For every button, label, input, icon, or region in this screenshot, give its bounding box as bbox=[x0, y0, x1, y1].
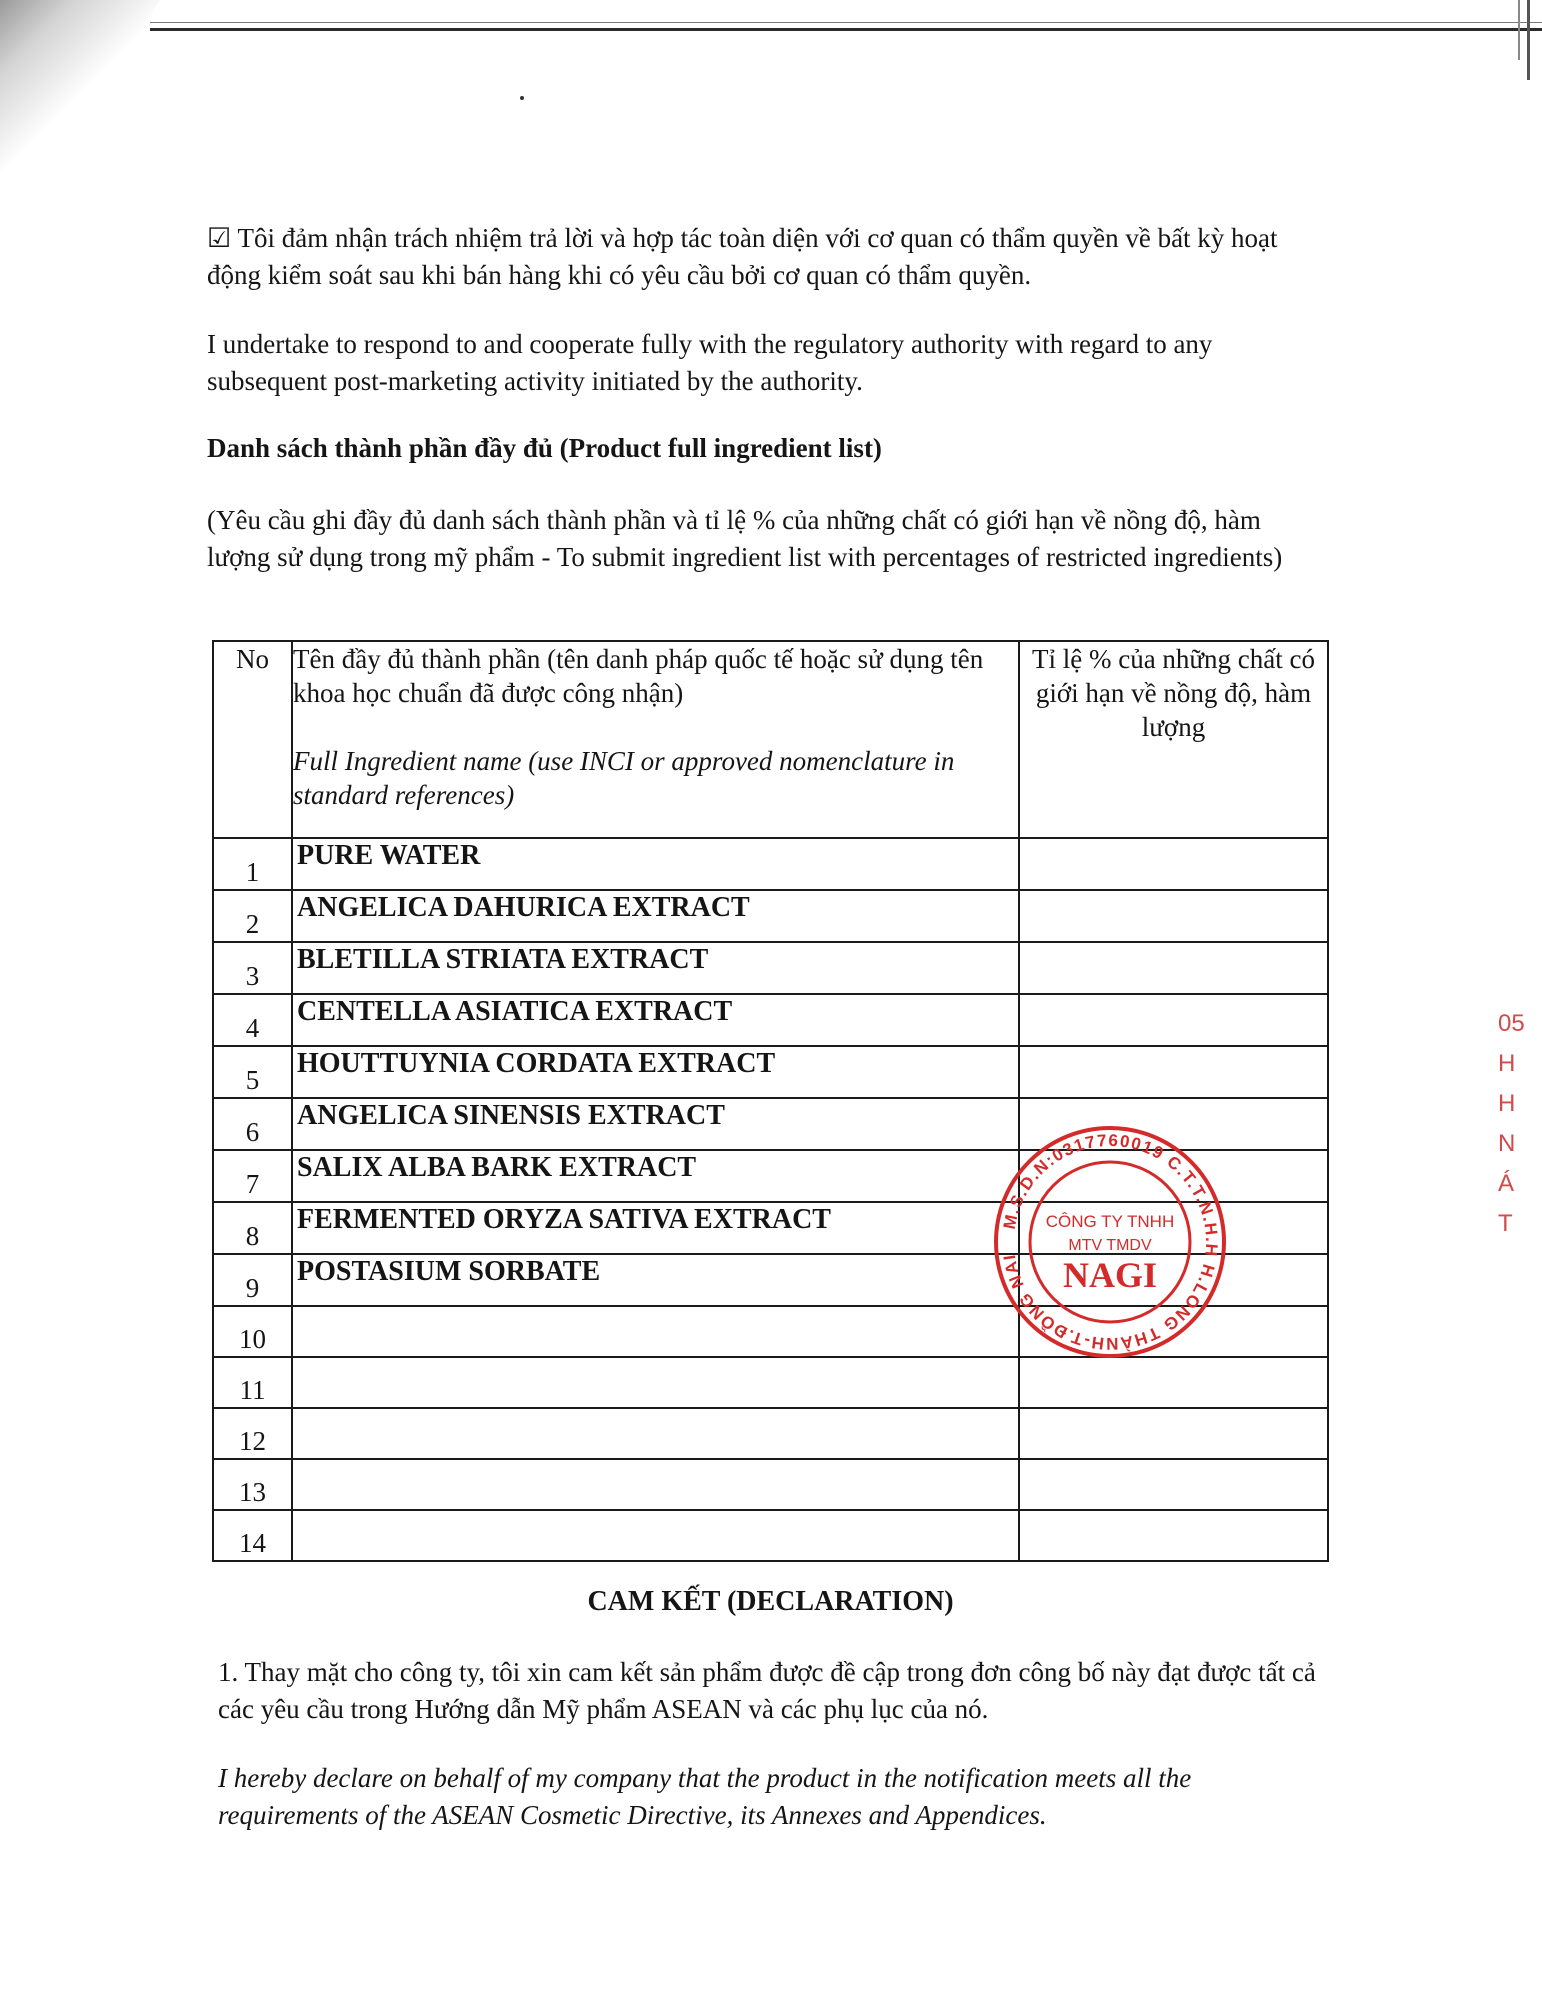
column-header-no: No bbox=[213, 641, 292, 838]
table-header-row bbox=[213, 641, 1328, 838]
company-seal-stamp bbox=[990, 1122, 1230, 1362]
row-number: 5 bbox=[213, 1046, 292, 1098]
ingredient-percent bbox=[1019, 1510, 1328, 1561]
seal-brand: NAGI bbox=[1062, 1255, 1158, 1295]
page-edge-line bbox=[1527, 0, 1530, 80]
ingredient-percent bbox=[1019, 1357, 1328, 1408]
ingredient-name: POSTASIUM SORBATE bbox=[292, 1254, 1019, 1306]
ingredient-percent bbox=[1019, 1046, 1328, 1098]
side-mark: T bbox=[1498, 1210, 1513, 1237]
row-number: 13 bbox=[213, 1459, 292, 1510]
ingredient-name: PURE WATER bbox=[292, 838, 1019, 890]
scan-speck bbox=[520, 96, 524, 100]
table-row bbox=[213, 1510, 1328, 1561]
page-edge-line bbox=[1518, 0, 1520, 60]
table-row bbox=[213, 994, 1328, 1046]
ingredients-note: (Yêu cầu ghi đầy đủ danh sách thành phần và tỉ lệ % của những chất có giới hạn về nồng độ, hàm lượng sử dụng trong mỹ phẩm - To submit ingredient list with percentages of restricted ingredients) bbox=[207, 505, 1283, 572]
row-number: 3 bbox=[213, 942, 292, 994]
ingredient-percent bbox=[1019, 838, 1328, 890]
ingredient-name bbox=[292, 1459, 1019, 1510]
commitment-paragraph-en: I undertake to respond to and cooperate fully with the regulatory authority with regard to any subsequent post-marketing activity initiated by the authority. bbox=[207, 329, 1213, 396]
row-number: 2 bbox=[213, 890, 292, 942]
page-edge-line bbox=[150, 22, 1542, 23]
checked-checkbox-icon: ☑ bbox=[207, 223, 232, 253]
ingredient-name: HOUTTUYNIA CORDATA EXTRACT bbox=[292, 1046, 1019, 1098]
commitment-text-vi: Tôi đảm nhận trách nhiệm trả lời và hợp tác toàn diện với cơ quan có thẩm quyền về bất kỳ hoạt động kiểm soát sau khi bán hàng khi có yêu cầu bởi cơ quan có thẩm quyền. bbox=[207, 223, 1278, 290]
declaration-item-vi: 1. Thay mặt cho công ty, tôi xin cam kết sản phẩm được đề cập trong đơn công bố này đạt được tất cả các yêu cầu trong Hướng dẫn Mỹ phẩm ASEAN và các phụ lục của nó. bbox=[218, 1657, 1316, 1724]
column-header-name-vi: Tên đầy đủ thành phần (tên danh pháp quốc tế hoặc sử dụng tên khoa học chuẩn đã được công nhận) bbox=[293, 644, 984, 708]
row-number: 11 bbox=[213, 1357, 292, 1408]
declaration-heading: CAM KẾT (DECLARATION) bbox=[587, 1586, 954, 1617]
ingredient-percent bbox=[1019, 890, 1328, 942]
row-number: 12 bbox=[213, 1408, 292, 1459]
ingredient-percent bbox=[1019, 1408, 1328, 1459]
seal-outer-text: M.S.D.N:0317760019 C.T.T.N.H.H H.LONG THÀNH-T.ĐỒNG NAI bbox=[999, 1130, 1222, 1354]
ingredient-name bbox=[292, 1408, 1019, 1459]
ingredient-name: SALIX ALBA BARK EXTRACT bbox=[292, 1150, 1019, 1202]
ingredient-name bbox=[292, 1306, 1019, 1357]
side-mark: H bbox=[1498, 1090, 1516, 1117]
page-edge-line bbox=[150, 28, 1542, 31]
column-header-name-en: Full Ingredient name (use INCI or approved nomenclature in standard references) bbox=[293, 746, 955, 810]
column-header-name bbox=[292, 641, 1019, 838]
scan-shadow bbox=[0, 0, 160, 260]
row-number: 10 bbox=[213, 1306, 292, 1357]
ingredient-name: ANGELICA SINENSIS EXTRACT bbox=[292, 1098, 1019, 1150]
ingredient-percent bbox=[1019, 994, 1328, 1046]
row-number: 7 bbox=[213, 1150, 292, 1202]
table-row bbox=[213, 1459, 1328, 1510]
commitment-paragraph-vi bbox=[207, 220, 1327, 294]
table-row bbox=[213, 890, 1328, 942]
ingredients-heading: Danh sách thành phần đầy đủ (Product full ingredient list) bbox=[207, 433, 882, 463]
table-row bbox=[213, 838, 1328, 890]
row-number: 8 bbox=[213, 1202, 292, 1254]
ingredient-percent bbox=[1019, 1459, 1328, 1510]
ingredient-table bbox=[212, 640, 1329, 1562]
ingredient-name: BLETILLA STRIATA EXTRACT bbox=[292, 942, 1019, 994]
ingredient-name bbox=[292, 1357, 1019, 1408]
ingredient-name: CENTELLA ASIATICA EXTRACT bbox=[292, 994, 1019, 1046]
side-mark: Á bbox=[1498, 1170, 1515, 1197]
ingredient-name: ANGELICA DAHURICA EXTRACT bbox=[292, 890, 1019, 942]
ingredient-name bbox=[292, 1510, 1019, 1561]
ingredient-name: FERMENTED ORYZA SATIVA EXTRACT bbox=[292, 1202, 1019, 1254]
seal-line1: CÔNG TY TNHH bbox=[1045, 1212, 1175, 1231]
side-mark: N bbox=[1498, 1130, 1516, 1157]
row-number: 6 bbox=[213, 1098, 292, 1150]
side-mark: H bbox=[1498, 1050, 1516, 1077]
row-number: 14 bbox=[213, 1510, 292, 1561]
row-number: 9 bbox=[213, 1254, 292, 1306]
table-row bbox=[213, 1046, 1328, 1098]
side-mark: 05 bbox=[1498, 1010, 1525, 1037]
ingredient-percent bbox=[1019, 942, 1328, 994]
seal-line2: MTV TMDV bbox=[1068, 1237, 1152, 1254]
column-header-percent: Tỉ lệ % của những chất có giới hạn về nồng độ, hàm lượng bbox=[1019, 641, 1328, 838]
row-number: 1 bbox=[213, 838, 292, 890]
table-row bbox=[213, 942, 1328, 994]
table-row bbox=[213, 1357, 1328, 1408]
row-number: 4 bbox=[213, 994, 292, 1046]
side-stamp-fragment bbox=[1492, 1010, 1542, 1280]
table-row bbox=[213, 1408, 1328, 1459]
declaration-item-en: I hereby declare on behalf of my company that the product in the notification meets all the requirements of the ASEAN Cosmetic Directive, its Annexes and Appendices. bbox=[218, 1763, 1192, 1830]
